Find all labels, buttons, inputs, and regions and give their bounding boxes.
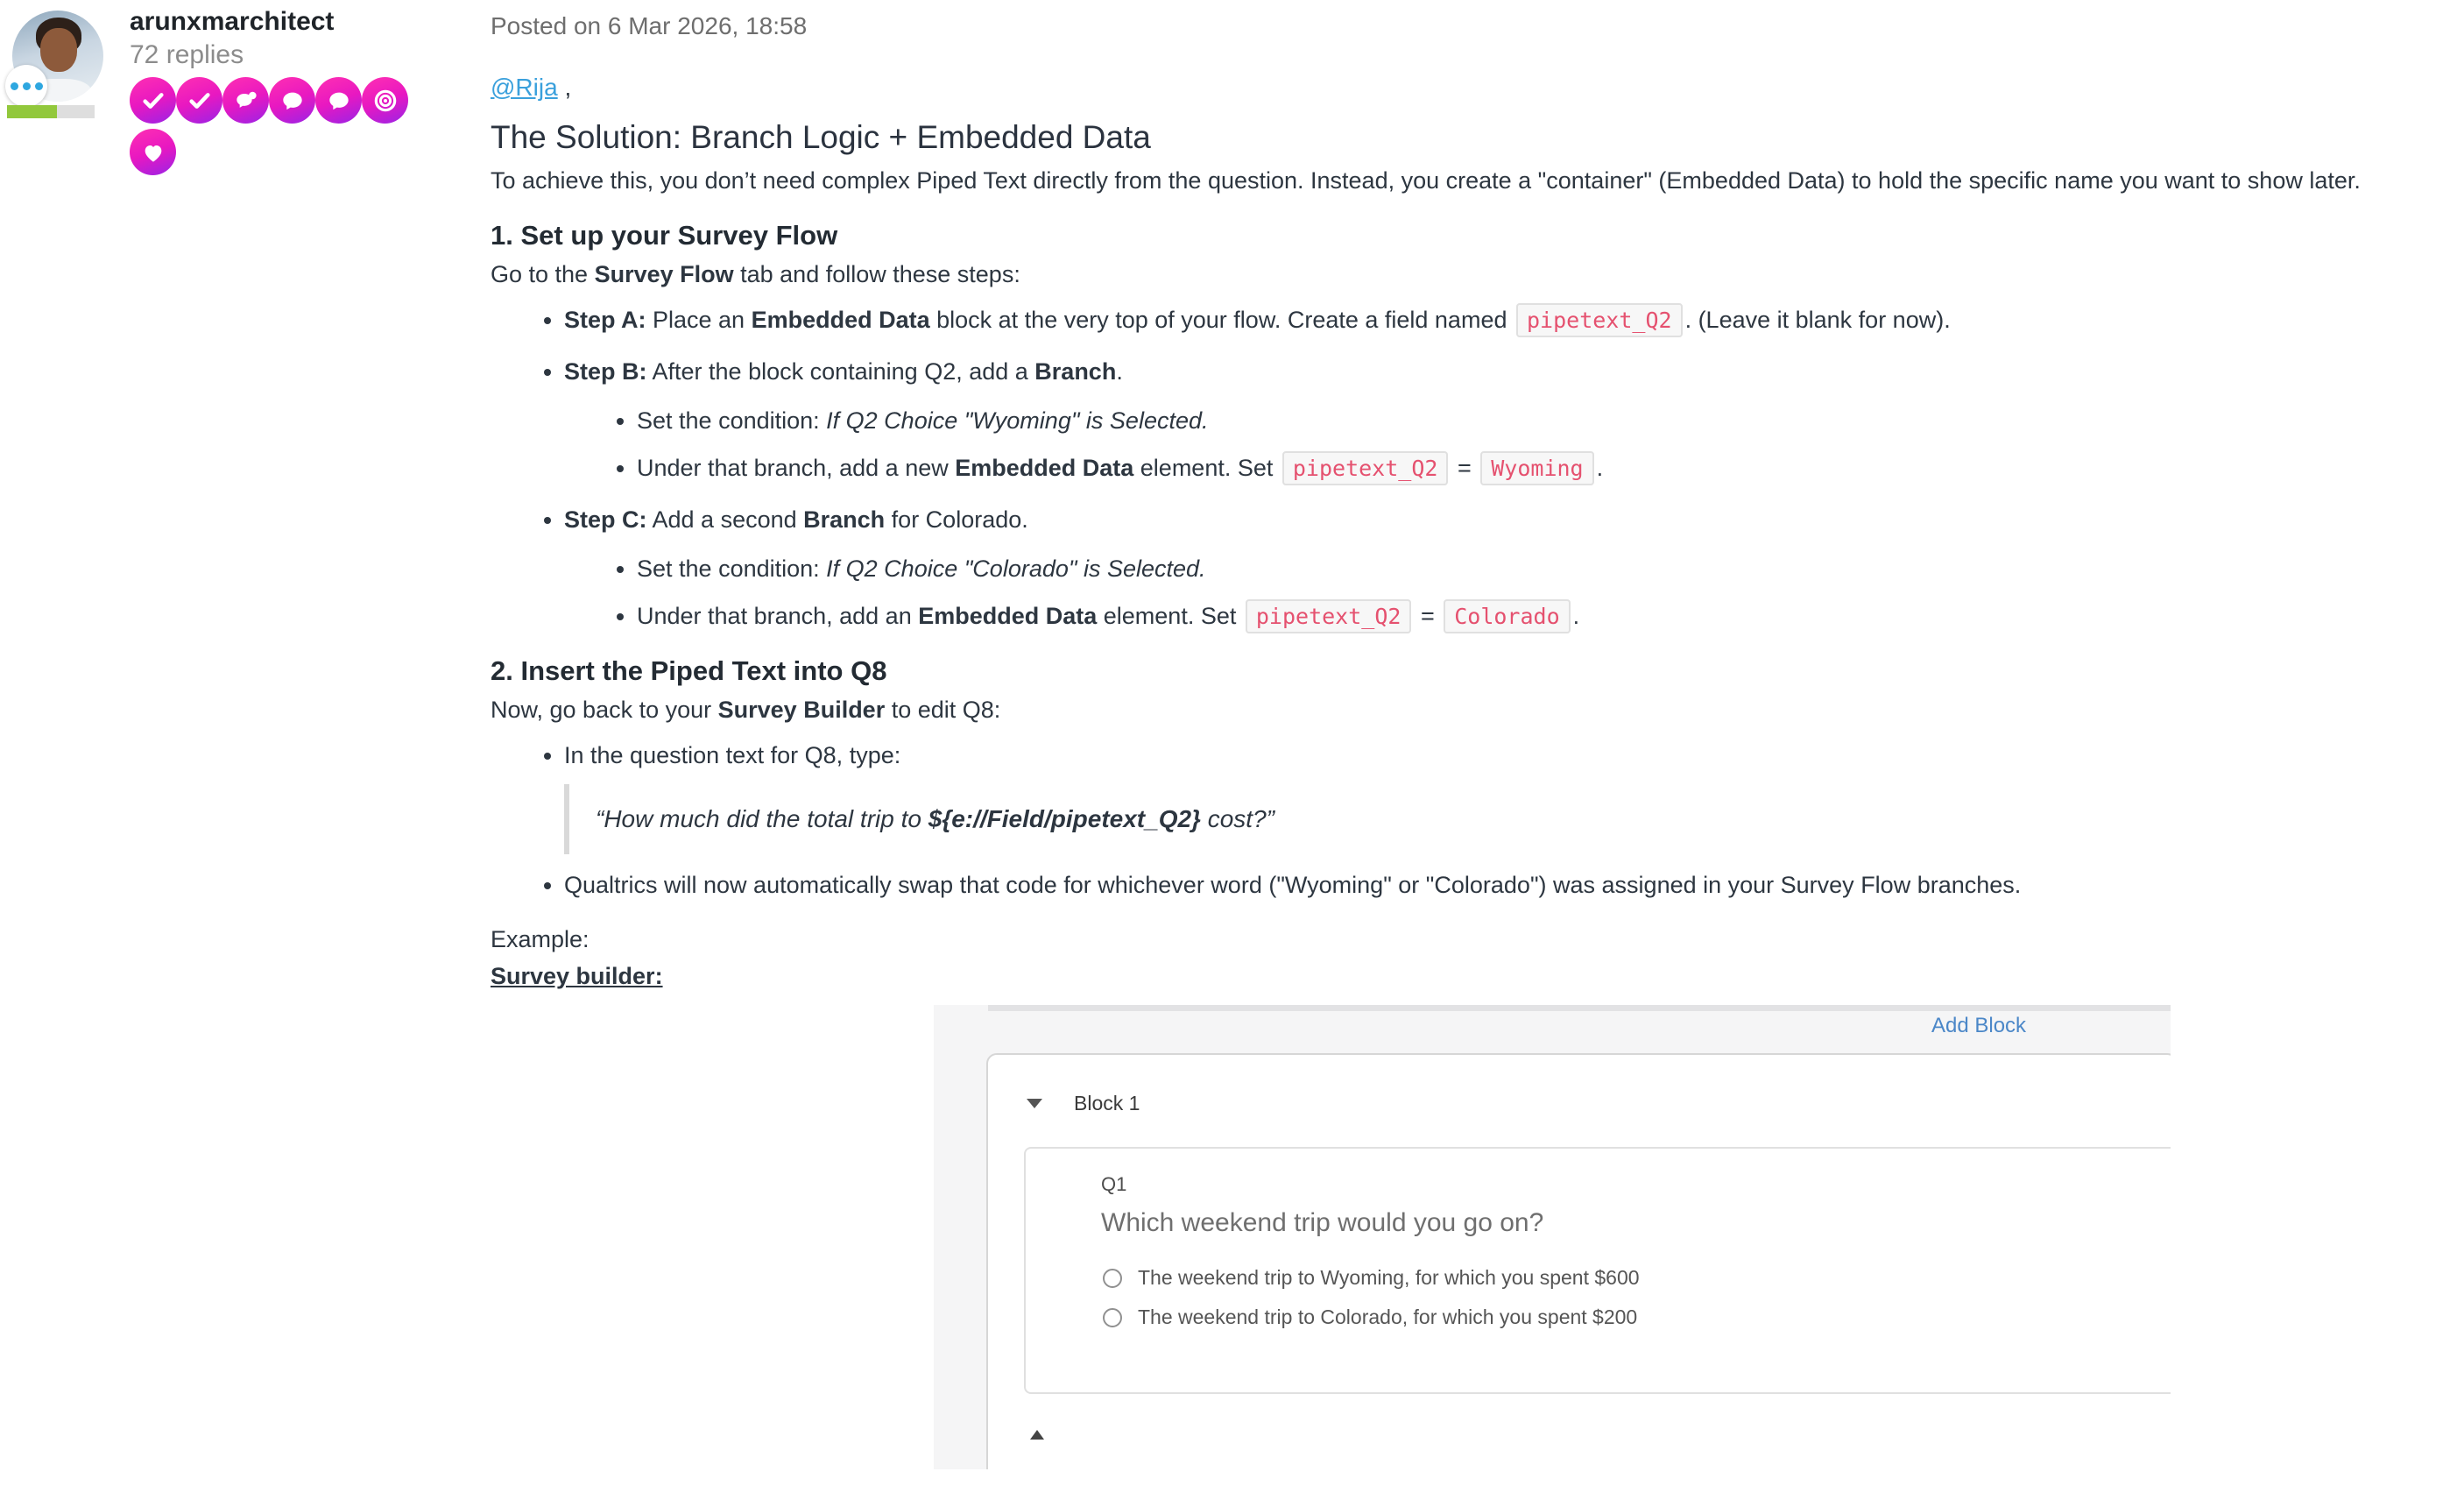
question-text: Which weekend trip would you go on? xyxy=(1101,1208,1544,1237)
step-b-sublist xyxy=(564,406,2457,484)
question-number: Q1 xyxy=(1101,1173,1127,1195)
author-username[interactable]: arunxmarchitect xyxy=(130,7,335,36)
step-c-embedded-text: Under that branch, add an Embedded Data element. Set pipetext_Q2 = Colorado . xyxy=(637,603,1579,629)
avatar-photo-shape xyxy=(40,28,77,72)
post-timestamp: Posted on 6 Mar 2026, 18:58 xyxy=(491,12,808,39)
section-1-heading: 1. Set up your Survey Flow xyxy=(491,220,838,251)
badge-chat-double-icon[interactable] xyxy=(222,77,269,124)
survey-flow-steps-list xyxy=(491,305,2457,632)
piped-text-list-bottom xyxy=(491,870,2457,900)
badge-heart-icon[interactable] xyxy=(130,129,176,175)
step-b-embedded-text: Under that branch, add a new Embedded Data element. Set pipetext_Q2 = Wyoming . xyxy=(637,455,1603,481)
step-c-text: Step C: Add a second Branch for Colorado. xyxy=(564,506,1028,533)
piped-text-list-top xyxy=(491,740,2457,770)
step-c-embedded-item xyxy=(637,601,2457,632)
more-dots-icon xyxy=(5,65,47,107)
step-c-sublist xyxy=(564,554,2457,632)
question-type-item xyxy=(564,740,2457,770)
radio-option-label: The weekend trip to Wyoming, for which you spent $600 xyxy=(1138,1266,1640,1289)
post-title: The Solution: Branch Logic + Embedded Data xyxy=(491,119,1151,155)
chevron-down-icon xyxy=(1027,1099,1042,1108)
step-b-item xyxy=(564,357,2457,484)
radio-option xyxy=(1103,1305,1637,1329)
block-label: Block 1 xyxy=(1074,1092,1140,1114)
reputation-progress-fill xyxy=(7,105,57,118)
section-1-lead: Go to the Survey Flow tab and follow these steps: xyxy=(491,261,1020,287)
block-header-row xyxy=(1027,1092,1140,1115)
question-text-quote-text: “How much did the total trip to ${e://Field/pipetext_Q2} cost?” xyxy=(596,805,1274,832)
block-card xyxy=(986,1053,2171,1469)
section-2-lead: Now, go back to your Survey Builder to edit Q8: xyxy=(491,697,1001,723)
section-2-heading: 2. Insert the Piped Text into Q8 xyxy=(491,655,887,686)
author-badges xyxy=(130,77,419,175)
step-a-text: Step A: Place an Embedded Data block at the very top of your flow. Create a field named pipetext_Q2 . (Leave it blank for now). xyxy=(564,307,1951,333)
step-c-condition-item xyxy=(637,554,2457,584)
radio-option-label: The weekend trip to Colorado, for which you spent $200 xyxy=(1138,1305,1638,1328)
badge-check-icon[interactable] xyxy=(176,77,222,124)
intro-paragraph: To achieve this, you don’t need complex Piped Text directly from the question. Instead, you create a "container" (Embedded Data) to hold the specific name you want to show later. xyxy=(491,167,2361,194)
mention-line xyxy=(491,74,2457,102)
add-block-button: Add Block xyxy=(1931,1014,2027,1037)
step-c-condition-text: Set the condition: If Q2 Choice "Colorado" is Selected. xyxy=(637,555,1206,582)
badge-chat-icon[interactable] xyxy=(269,77,315,124)
reputation-progress-bar xyxy=(7,105,95,118)
collapse-up-icon xyxy=(1030,1430,1044,1440)
step-b-condition-text: Set the condition: If Q2 Choice "Wyoming" is Selected. xyxy=(637,407,1209,434)
step-c-item xyxy=(564,505,2457,632)
step-a-item xyxy=(564,305,2457,336)
badge-target-icon[interactable] xyxy=(362,77,408,124)
badge-check-icon[interactable] xyxy=(130,77,176,124)
author-column xyxy=(0,0,491,350)
radio-icon xyxy=(1103,1308,1122,1327)
step-b-condition-item xyxy=(637,406,2457,435)
question-type-text: In the question text for Q8, type: xyxy=(564,742,901,768)
survey-builder-label: Survey builder: xyxy=(491,963,663,989)
swap-note-text: Qualtrics will now automatically swap that code for whichever word ("Wyoming" or "Colorado") was assigned in your Survey Flow branches. xyxy=(564,872,2022,898)
question-text-quote xyxy=(564,784,2457,854)
mention-after: , xyxy=(557,74,572,101)
step-b-text: Step B: After the block containing Q2, add a Branch. xyxy=(564,358,1123,385)
embedded-screenshot[interactable] xyxy=(934,1005,2171,1469)
badge-chat-icon[interactable] xyxy=(315,77,362,124)
screenshot-toolbar-edge xyxy=(988,1005,2171,1011)
radio-option xyxy=(1103,1266,1640,1290)
question-card xyxy=(1024,1147,2171,1394)
author-reply-count: 72 replies xyxy=(130,40,244,69)
example-label: Example: xyxy=(491,926,590,952)
post-content xyxy=(491,0,2457,1469)
mention-link[interactable]: @Rija xyxy=(491,74,558,101)
radio-icon xyxy=(1103,1269,1122,1288)
step-b-embedded-item xyxy=(637,453,2457,484)
swap-note-item xyxy=(564,870,2457,900)
